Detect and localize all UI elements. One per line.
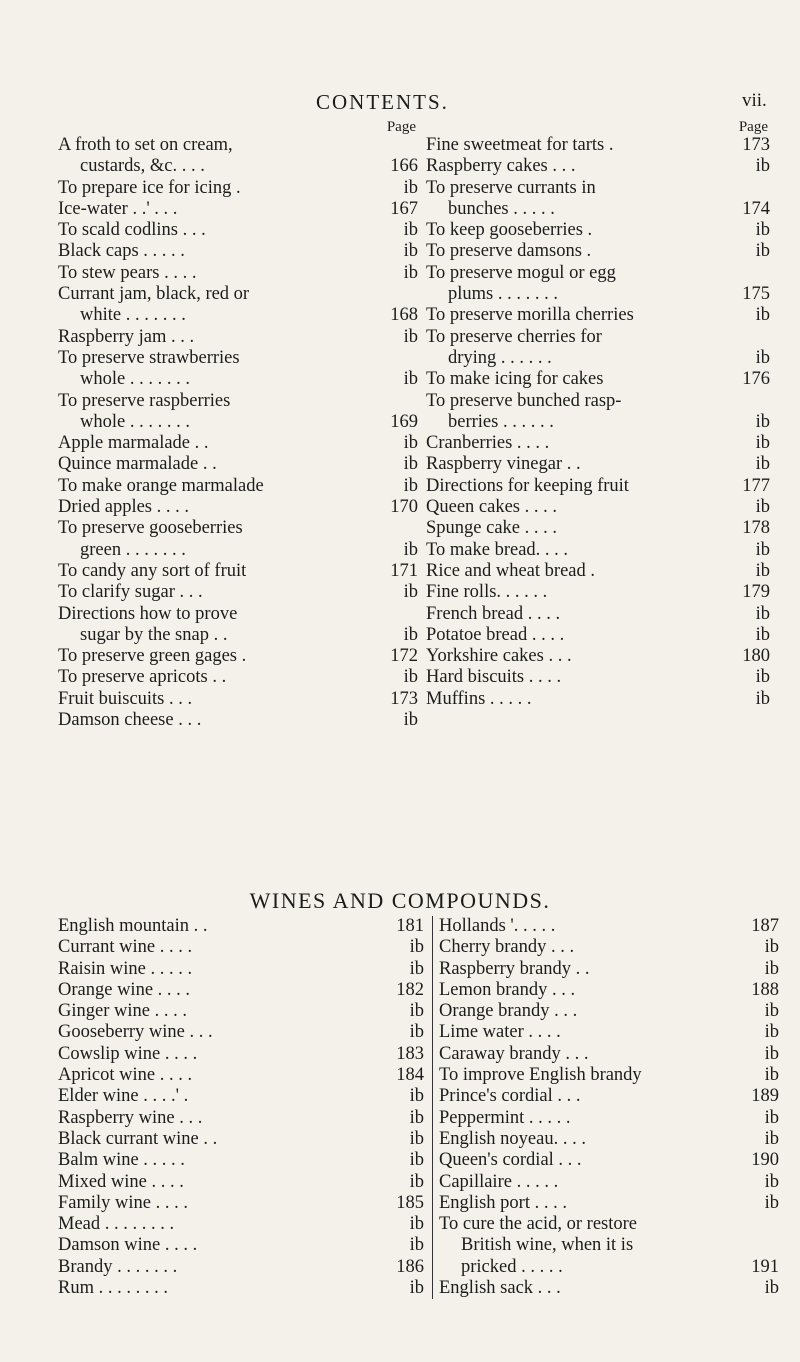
- contents-entry: [58, 241, 422, 262]
- entry-title: Raspberry jam . . .: [58, 326, 195, 347]
- entry-title: Black caps . . . . .: [58, 241, 185, 262]
- entry-page-number: 176: [742, 369, 770, 390]
- contents-column-lower-left: [58, 916, 428, 1299]
- entry-page-number: ib: [409, 1022, 424, 1043]
- entry-page-number: ib: [403, 539, 418, 560]
- entry-page-number: [739, 1235, 783, 1256]
- contents-entry: [58, 284, 422, 305]
- contents-entry: [426, 348, 774, 369]
- contents-entry: [58, 1257, 428, 1278]
- contents-entry: [439, 1129, 783, 1150]
- entry-page-number: ib: [764, 937, 779, 958]
- entry-page-number: ib: [409, 1214, 424, 1235]
- contents-entry: [426, 284, 774, 305]
- entry-title: Balm wine . . . . .: [58, 1150, 185, 1171]
- entry-page-number: ib: [755, 305, 770, 326]
- contents-entry: [439, 1150, 783, 1171]
- running-head: [0, 90, 800, 120]
- contents-entry: [58, 916, 428, 937]
- contents-entry: [426, 412, 774, 433]
- contents-entry: [426, 540, 774, 561]
- entry-title: To improve English brandy: [439, 1065, 642, 1086]
- entry-title: Peppermint . . . . .: [439, 1107, 571, 1128]
- entry-page-number: [730, 327, 774, 348]
- entry-title: A froth to set on cream,: [58, 135, 233, 155]
- entry-title: white . . . . . . .: [80, 305, 186, 326]
- entry-page-number: 167: [390, 198, 418, 219]
- entry-title: To preserve strawberries: [58, 347, 240, 368]
- entry-title: French bread . . . .: [426, 603, 561, 624]
- entry-title: Fine sweetmeat for tarts .: [426, 135, 614, 155]
- entry-page-number: ib: [764, 1107, 779, 1128]
- contents-entry: [58, 604, 422, 625]
- contents-entry: [58, 646, 422, 667]
- entry-page-number: ib: [403, 241, 418, 262]
- contents-entry: [58, 476, 422, 497]
- contents-entry: [58, 178, 422, 199]
- entry-title: To cure the acid, or restore: [439, 1214, 637, 1235]
- entry-title: Rum . . . . . . . .: [58, 1278, 168, 1299]
- entry-page-number: ib: [409, 1235, 424, 1256]
- entry-title: To preserve apricots . .: [58, 667, 227, 688]
- page-title: CONTENTS.: [316, 90, 449, 114]
- entry-page-number: 185: [396, 1192, 424, 1213]
- contents-entry: [58, 518, 422, 539]
- entry-page-number: ib: [409, 1278, 424, 1299]
- entry-title: Queen's cordial . . .: [439, 1150, 582, 1171]
- entry-page-number: ib: [409, 1150, 424, 1171]
- entry-page-number: [378, 135, 422, 156]
- entry-page-number: ib: [403, 475, 418, 496]
- entry-page-number: 166: [390, 156, 418, 177]
- contents-entry: [426, 327, 774, 348]
- contents-entry: [439, 1278, 783, 1299]
- entry-page-number: ib: [764, 1065, 779, 1086]
- entry-title: To keep gooseberries .: [426, 220, 593, 241]
- contents-entry: [58, 1278, 428, 1299]
- contents-entry: [426, 369, 774, 390]
- entry-title: Raspberry cakes . . .: [426, 156, 576, 177]
- entry-title: Brandy . . . . . . .: [58, 1256, 178, 1277]
- entry-title: Quince marmalade . .: [58, 454, 217, 475]
- contents-entry: [439, 1235, 783, 1256]
- entry-page-number: ib: [755, 560, 770, 581]
- contents-entry: [58, 1108, 428, 1129]
- entry-page-number: ib: [403, 220, 418, 241]
- contents-entry: [426, 220, 774, 241]
- contents-entry: [58, 433, 422, 454]
- contents-entry: [58, 1044, 428, 1065]
- entry-page-number: 184: [396, 1065, 424, 1086]
- entry-title: To scald codlins . . .: [58, 220, 206, 241]
- entry-title: Currant jam, black, red or: [58, 284, 250, 305]
- contents-entry: [426, 156, 774, 177]
- entry-page-number: ib: [409, 1086, 424, 1107]
- contents-entry: [426, 135, 774, 156]
- entry-page-number: ib: [755, 241, 770, 262]
- entry-page-number: 177: [742, 475, 770, 496]
- contents-entry: [58, 156, 422, 177]
- entry-title: To make icing for cakes: [426, 369, 604, 390]
- entry-title: Apricot wine . . . .: [58, 1065, 193, 1086]
- entry-page-number: 186: [396, 1256, 424, 1277]
- entry-page-number: 172: [390, 646, 418, 667]
- entry-page-number: [730, 391, 774, 412]
- entry-title: To preserve gooseberries: [58, 518, 243, 539]
- entry-title: British wine, when it is: [461, 1235, 634, 1256]
- contents-entry: [58, 937, 428, 958]
- entry-page-number: ib: [764, 1128, 779, 1149]
- contents-entry: [439, 1086, 783, 1107]
- entry-page-number: ib: [409, 1128, 424, 1149]
- contents-entry: [426, 689, 774, 710]
- entry-title: Spunge cake . . . .: [426, 518, 558, 539]
- contents-entry: [58, 1022, 428, 1043]
- entry-page-number: ib: [755, 347, 770, 368]
- entry-title: Directions how to prove: [58, 603, 238, 624]
- contents-entry: [58, 220, 422, 241]
- entry-page-number: ib: [403, 262, 418, 283]
- entry-title: sugar by the snap . .: [80, 624, 228, 645]
- entry-page-number: [378, 391, 422, 412]
- entry-page-number: 169: [390, 411, 418, 432]
- entry-title: English mountain . .: [58, 916, 208, 936]
- section-heading: WINES AND COMPOUNDS.: [249, 888, 551, 913]
- entry-page-number: 189: [751, 1086, 779, 1107]
- contents-column-lower-right: [432, 916, 783, 1299]
- entry-title: Muffins . . . . .: [426, 688, 532, 709]
- contents-entry: [58, 497, 422, 518]
- contents-entry: [439, 1257, 783, 1278]
- page-column-label: Page: [386, 119, 416, 135]
- contents-entry: [58, 582, 422, 603]
- entry-page-number: ib: [409, 1171, 424, 1192]
- entry-title: green . . . . . . .: [80, 539, 186, 560]
- entry-title: Hollands '. . . . .: [439, 916, 556, 936]
- entry-page-number: [730, 263, 774, 284]
- contents-entry: [58, 1001, 428, 1022]
- entry-page-number: ib: [403, 624, 418, 645]
- contents-entry: [58, 1086, 428, 1107]
- contents-entry: [426, 561, 774, 582]
- entry-title: Apple marmalade . .: [58, 433, 209, 454]
- entry-page-number: [378, 284, 422, 305]
- contents-entry: [58, 667, 422, 688]
- contents-entry: [426, 625, 774, 646]
- entry-title: whole . . . . . . .: [80, 411, 190, 432]
- entry-title: Ice-water . .' . . .: [58, 198, 178, 219]
- contents-entry: [426, 241, 774, 262]
- entry-title: Lemon brandy . . .: [439, 979, 576, 1000]
- entry-page-number: 173: [390, 688, 418, 709]
- entry-title: English port . . . .: [439, 1192, 567, 1213]
- page-column-label: Page: [738, 119, 768, 135]
- contents-column-upper-right: [426, 119, 774, 710]
- entry-page-number: 190: [751, 1150, 779, 1171]
- entry-title: plums . . . . . . .: [448, 284, 558, 305]
- entry-title: Fine rolls. . . . . .: [426, 582, 548, 603]
- entry-title: Cherry brandy . . .: [439, 937, 575, 958]
- contents-entry: [58, 454, 422, 475]
- contents-entry: [58, 1065, 428, 1086]
- entry-title: To candy any sort of fruit: [58, 560, 247, 581]
- entry-page-number: ib: [403, 454, 418, 475]
- entry-page-number: [378, 604, 422, 625]
- entry-title: custards, &c. . . .: [80, 156, 205, 177]
- contents-entry: [426, 263, 774, 284]
- contents-entry: [439, 1065, 783, 1086]
- entry-title: To make orange marmalade: [58, 475, 264, 496]
- entry-page-number: 180: [742, 646, 770, 667]
- contents-entry: [58, 1235, 428, 1256]
- entry-title: Caraway brandy . . .: [439, 1043, 589, 1064]
- contents-entry: [58, 710, 422, 731]
- entry-title: Mixed wine . . . .: [58, 1171, 184, 1192]
- entry-page-number: 173: [742, 135, 770, 155]
- page-number: vii.: [742, 90, 767, 111]
- entry-title: Damson wine . . . .: [58, 1235, 198, 1256]
- contents-entry: [58, 348, 422, 369]
- entry-title: bunches . . . . .: [448, 198, 555, 219]
- contents-entry: [58, 412, 422, 433]
- contents-entry: [58, 625, 422, 646]
- contents-entry: [426, 454, 774, 475]
- contents-entry: [58, 959, 428, 980]
- contents-entry: [426, 518, 774, 539]
- entry-page-number: ib: [755, 220, 770, 241]
- entry-page-number: ib: [764, 1192, 779, 1213]
- contents-entry: [426, 476, 774, 497]
- entry-title: English sack . . .: [439, 1278, 561, 1299]
- contents-entry: [58, 135, 422, 156]
- entry-title: To preserve currants in: [426, 177, 596, 198]
- entry-page-number: ib: [764, 1278, 779, 1299]
- entry-title: Elder wine . . . .' .: [58, 1086, 189, 1107]
- entry-page-number: ib: [755, 433, 770, 454]
- entry-title: To preserve morilla cherries: [426, 305, 634, 326]
- entry-page-number: 182: [396, 979, 424, 1000]
- entry-title: Black currant wine . .: [58, 1128, 218, 1149]
- contents-entry: [58, 263, 422, 284]
- entry-title: Currant wine . . . .: [58, 937, 193, 958]
- contents-entry: [58, 1150, 428, 1171]
- entry-title: Rice and wheat bread .: [426, 560, 595, 581]
- entry-title: Potatoe bread . . . .: [426, 624, 565, 645]
- contents-entry: [439, 1022, 783, 1043]
- contents-entry: [426, 391, 774, 412]
- contents-entry: [58, 980, 428, 1001]
- entry-title: Directions for keeping fruit: [426, 475, 629, 496]
- entry-title: Cowslip wine . . . .: [58, 1043, 198, 1064]
- entry-page-number: ib: [755, 603, 770, 624]
- entry-title: To preserve mogul or egg: [426, 262, 616, 283]
- entry-title: English noyeau. . . .: [439, 1128, 586, 1149]
- contents-entry: [58, 1193, 428, 1214]
- contents-entry: [58, 1214, 428, 1235]
- contents-entry: [439, 1001, 783, 1022]
- entry-page-number: ib: [409, 1107, 424, 1128]
- contents-entry: [426, 433, 774, 454]
- entry-page-number: ib: [403, 326, 418, 347]
- contents-entry: [439, 1214, 783, 1235]
- contents-entry: [439, 937, 783, 958]
- entry-title: Queen cakes . . . .: [426, 497, 557, 518]
- entry-page-number: 175: [742, 284, 770, 305]
- entry-page-number: ib: [755, 497, 770, 518]
- contents-entry: [58, 1172, 428, 1193]
- entry-title: Raisin wine . . . . .: [58, 958, 193, 979]
- entry-title: Dried apples . . . .: [58, 497, 190, 518]
- contents-entry: [426, 604, 774, 625]
- entry-title: Fruit buiscuits . . .: [58, 688, 193, 709]
- entry-page-number: ib: [755, 454, 770, 475]
- entry-title: Orange wine . . . .: [58, 979, 191, 1000]
- entry-title: To preserve green gages .: [58, 646, 247, 667]
- entry-title: To preserve damsons .: [426, 241, 592, 262]
- entry-title: Mead . . . . . . . .: [58, 1214, 175, 1235]
- entry-page-number: ib: [755, 688, 770, 709]
- contents-entry: [58, 540, 422, 561]
- contents-entry: [439, 916, 783, 937]
- entry-title: berries . . . . . .: [448, 411, 554, 432]
- contents-entry: [426, 582, 774, 603]
- entry-page-number: [730, 178, 774, 199]
- entry-title: To clarify sugar . . .: [58, 582, 203, 603]
- entry-page-number: 168: [390, 305, 418, 326]
- contents-entry: [58, 199, 422, 220]
- contents-entry: [58, 689, 422, 710]
- entry-page-number: ib: [403, 667, 418, 688]
- entry-page-number: ib: [755, 411, 770, 432]
- entry-page-number: [378, 518, 422, 539]
- entry-title: Gooseberry wine . . .: [58, 1022, 213, 1043]
- entry-page-number: ib: [755, 667, 770, 688]
- entry-page-number: [739, 1214, 783, 1235]
- entry-title: Raspberry vinegar . .: [426, 454, 581, 475]
- contents-entry: [439, 959, 783, 980]
- entry-title: whole . . . . . . .: [80, 369, 190, 390]
- entry-page-number: ib: [403, 582, 418, 603]
- contents-entry: [439, 1044, 783, 1065]
- entry-title: Lime water . . . .: [439, 1022, 561, 1043]
- entry-page-number: ib: [403, 433, 418, 454]
- contents-column-upper-left: [58, 119, 422, 731]
- entry-page-number: ib: [403, 369, 418, 390]
- entry-page-number: ib: [403, 710, 418, 731]
- entry-page-number: ib: [764, 1043, 779, 1064]
- entry-title: To preserve raspberries: [58, 390, 231, 411]
- entry-title: To preserve cherries for: [426, 326, 602, 347]
- entry-title: Raspberry brandy . .: [439, 958, 590, 979]
- entry-title: pricked . . . . .: [461, 1256, 563, 1277]
- entry-page-number: ib: [764, 1001, 779, 1022]
- entry-page-number: ib: [409, 1001, 424, 1022]
- contents-entry: [58, 327, 422, 348]
- entry-page-number: ib: [409, 937, 424, 958]
- contents-entry: [58, 305, 422, 326]
- entry-title: drying . . . . . .: [448, 347, 552, 368]
- entry-title: Orange brandy . . .: [439, 1001, 578, 1022]
- entry-title: Capillaire . . . . .: [439, 1171, 559, 1192]
- contents-entry: [439, 1108, 783, 1129]
- entry-title: Family wine . . . .: [58, 1192, 189, 1213]
- contents-entry: [426, 305, 774, 326]
- contents-entry: [439, 1172, 783, 1193]
- entry-title: Raspberry wine . . .: [58, 1107, 203, 1128]
- contents-entry: [439, 980, 783, 1001]
- entry-page-number: 181: [396, 916, 424, 936]
- entry-page-number: 179: [742, 582, 770, 603]
- entry-title: Cranberries . . . .: [426, 433, 550, 454]
- entry-title: Hard biscuits . . . .: [426, 667, 562, 688]
- contents-entry: [426, 497, 774, 518]
- entry-page-number: 174: [742, 198, 770, 219]
- entry-page-number: ib: [409, 958, 424, 979]
- contents-entry: [58, 561, 422, 582]
- entry-page-number: 187: [751, 916, 779, 936]
- entry-page-number: ib: [755, 156, 770, 177]
- entry-page-number: 188: [751, 979, 779, 1000]
- entry-page-number: 171: [390, 560, 418, 581]
- entry-page-number: ib: [764, 958, 779, 979]
- entry-page-number: [378, 348, 422, 369]
- contents-entry: [58, 1129, 428, 1150]
- entry-page-number: ib: [764, 1171, 779, 1192]
- entry-title: To make bread. . . .: [426, 539, 569, 560]
- contents-entry: [426, 199, 774, 220]
- entry-page-number: ib: [764, 1022, 779, 1043]
- entry-title: Yorkshire cakes . . .: [426, 646, 572, 667]
- entry-page-number: 191: [751, 1256, 779, 1277]
- entry-title: To preserve bunched rasp-: [426, 390, 622, 411]
- entry-title: Ginger wine . . . .: [58, 1001, 187, 1022]
- entry-title: To stew pears . . . .: [58, 262, 197, 283]
- contents-entry: [439, 1193, 783, 1214]
- entry-page-number: ib: [755, 624, 770, 645]
- entry-page-number: 183: [396, 1043, 424, 1064]
- contents-entry: [58, 391, 422, 412]
- contents-entry: [426, 646, 774, 667]
- entry-page-number: 178: [742, 518, 770, 539]
- entry-page-number: 170: [390, 497, 418, 518]
- contents-entry: [426, 667, 774, 688]
- entry-title: Damson cheese . . .: [58, 710, 202, 731]
- entry-page-number: ib: [755, 539, 770, 560]
- contents-entry: [426, 178, 774, 199]
- entry-title: To prepare ice for icing .: [58, 177, 241, 198]
- contents-entry: [58, 369, 422, 390]
- entry-title: Prince's cordial . . .: [439, 1086, 581, 1107]
- entry-page-number: ib: [403, 177, 418, 198]
